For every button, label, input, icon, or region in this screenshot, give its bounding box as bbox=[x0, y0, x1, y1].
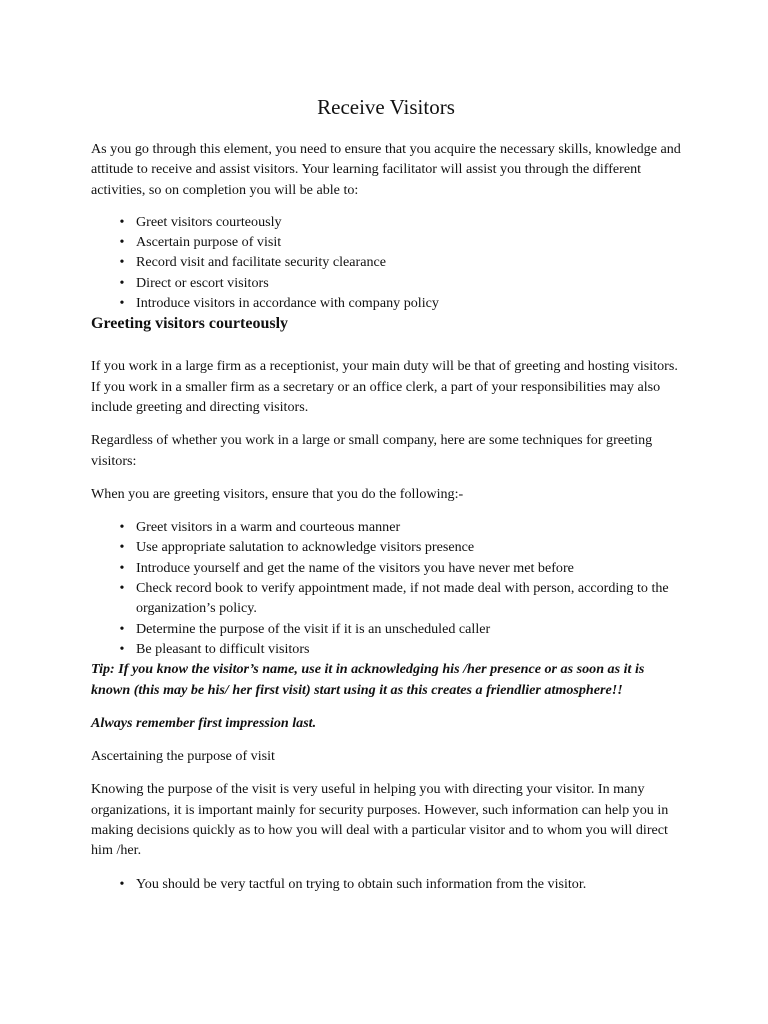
list-item-text: You should be very tactful on trying to obtain such information from the visitor. bbox=[136, 875, 587, 892]
list-item-text: Check record book to verify appointment made, if not made deal with person, according to the organization’s policy. bbox=[136, 580, 669, 617]
list-item bbox=[91, 252, 681, 272]
list-item bbox=[91, 874, 681, 894]
list-item bbox=[91, 578, 681, 619]
techniques-list bbox=[91, 517, 681, 659]
final-points-list bbox=[91, 874, 681, 894]
list-item bbox=[91, 273, 681, 293]
when-paragraph: When you are greeting visitors, ensure that you do the following:- bbox=[91, 485, 464, 502]
list-item bbox=[91, 293, 681, 313]
reminder-paragraph: Always remember first impression last. bbox=[91, 714, 317, 731]
section-heading: Greeting visitors courteously bbox=[91, 315, 289, 333]
document-title: Receive Visitors bbox=[317, 95, 455, 119]
tip-paragraph: Tip: If you know the visitor’s name, use it in acknowledging his /her presence or as soon as it is known (this may be his/ her first visit) start using it as this creates a friendlier atmosphere!! bbox=[91, 661, 645, 698]
bullet-icon: • bbox=[119, 539, 125, 556]
bullet-icon: • bbox=[119, 620, 125, 637]
intro-paragraph: As you go through this element, you need to ensure that you acquire the necessary skills, knowledge and attitude to receive and assist visitors. Your learning facilitator will assist you through the different activities, so on completion you will be able to: bbox=[91, 141, 681, 198]
document-body bbox=[91, 93, 681, 894]
list-item-text: Use appropriate salutation to acknowledge visitors presence bbox=[136, 539, 475, 556]
bullet-icon: • bbox=[119, 234, 125, 251]
bullet-icon: • bbox=[119, 295, 125, 312]
knowing-paragraph: Knowing the purpose of the visit is very useful in helping you with directing your visitor. In many organizations, it is important mainly for security purposes. However, such information can help you in making decisions quickly as to how you will deal with a particular visitor and to whom you will direct him /her. bbox=[91, 781, 669, 859]
list-item-text: Introduce visitors in accordance with company policy bbox=[136, 295, 439, 312]
list-item-text: Determine the purpose of the visit if it is an unscheduled caller bbox=[136, 620, 491, 637]
list-item-text: Greet visitors in a warm and courteous manner bbox=[136, 519, 401, 536]
outcomes-list bbox=[91, 212, 681, 313]
list-item-text: Record visit and facilitate security clearance bbox=[136, 254, 387, 271]
bullet-icon: • bbox=[119, 254, 125, 271]
bullet-icon: • bbox=[119, 213, 125, 230]
sub-heading: Ascertaining the purpose of visit bbox=[91, 748, 275, 765]
list-item-text: Greet visitors courteously bbox=[136, 213, 282, 230]
list-item-text: Be pleasant to difficult visitors bbox=[136, 640, 310, 657]
list-item bbox=[91, 639, 681, 659]
bullet-icon: • bbox=[119, 875, 125, 892]
bullet-icon: • bbox=[119, 274, 125, 291]
bullet-icon: • bbox=[119, 519, 125, 536]
list-item-text: Introduce yourself and get the name of the visitors you have never met before bbox=[136, 559, 574, 576]
bullet-icon: • bbox=[119, 640, 125, 657]
receptionist-paragraph: If you work in a large firm as a receptionist, your main duty will be that of greeting and hosting visitors. If you work in a smaller firm as a secretary or an office clerk, a part of your responsibilities may also include greeting and directing visitors. bbox=[91, 358, 678, 415]
list-item-text: Direct or escort visitors bbox=[136, 274, 269, 291]
regardless-paragraph: Regardless of whether you work in a large or small company, here are some techniques for greeting visitors: bbox=[91, 432, 653, 469]
list-item bbox=[91, 619, 681, 639]
list-item bbox=[91, 232, 681, 252]
list-item bbox=[91, 212, 681, 232]
list-item bbox=[91, 558, 681, 578]
bullet-icon: • bbox=[119, 580, 125, 597]
list-item bbox=[91, 537, 681, 557]
bullet-icon: • bbox=[119, 559, 125, 576]
list-item-text: Ascertain purpose of visit bbox=[136, 234, 282, 251]
list-item bbox=[91, 517, 681, 537]
